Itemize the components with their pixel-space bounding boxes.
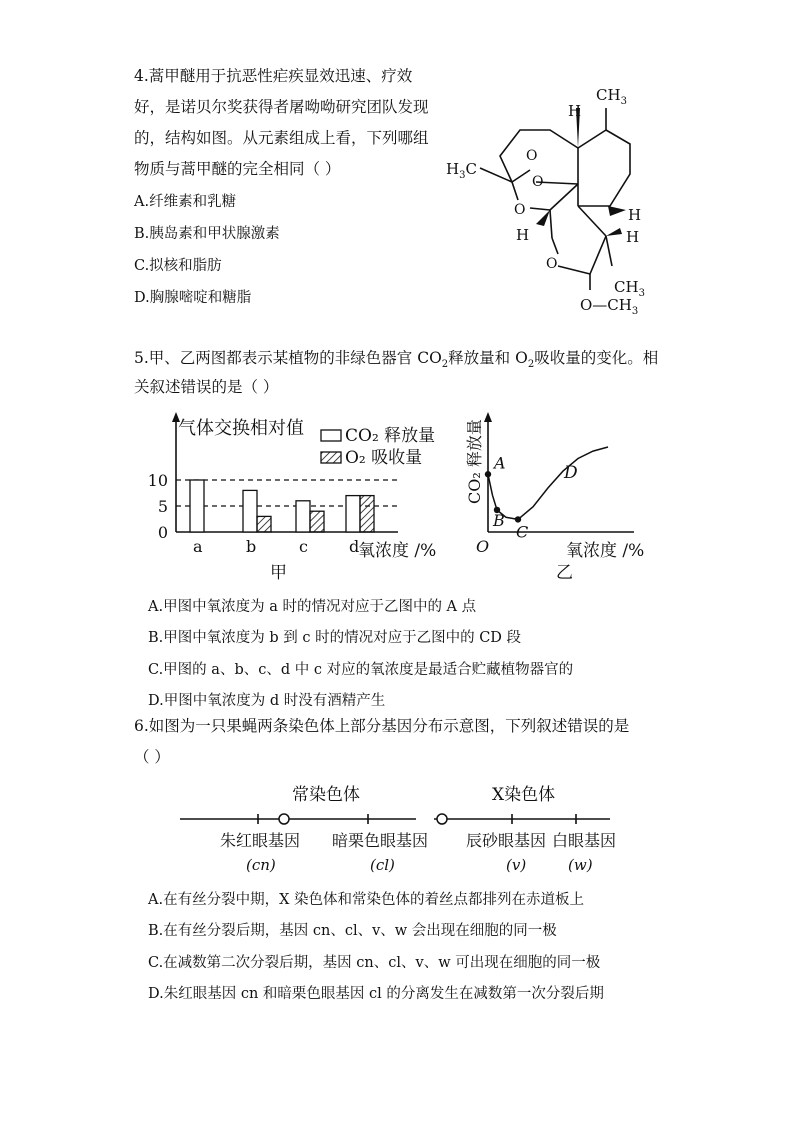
x-axis-label: 氧浓度 /% — [566, 541, 645, 561]
ring-o4-label: O — [546, 256, 558, 272]
q4-option-b: B.胰岛素和甲状腺激素 — [134, 226, 280, 242]
ch3-low-label: $CH_3$ — [614, 278, 645, 299]
q4-option-d: D.胸腺嘧啶和糖脂 — [134, 290, 252, 306]
gene-cn-label: 朱红眼基因 — [220, 831, 301, 850]
bar — [310, 511, 324, 532]
q4-option-a: A.纤维素和乳糖 — [134, 194, 237, 210]
h-right-label: H — [628, 206, 642, 224]
q5-stem-line-1: 5.甲、乙两图都表示某植物的非绿色器官 $CO_2$释放量和 $O_2$吸收量的变化。相 — [134, 349, 659, 371]
y-tick-label: 10 — [147, 471, 168, 490]
legend-label: O₂ 吸收量 — [345, 448, 423, 468]
ring-o3-label: O — [514, 202, 526, 218]
h-right-low-label: H — [626, 228, 640, 246]
h-top-label: H — [568, 102, 582, 120]
q5-stem-line-2: 关叙述错误的是（ ） — [134, 378, 279, 396]
q4-stem-line-4: 物质与蒿甲醚的完全相同（ ） — [134, 160, 341, 178]
y-axis-label: CO₂ 释放量 — [465, 419, 484, 504]
ch3-top-label: $CH_3$ — [596, 86, 627, 107]
q4-stem-line-2: 好，是诺贝尔奖获得者屠呦呦研究团队发现 — [134, 98, 429, 116]
gene-w-symbol: (w) — [568, 856, 593, 874]
y-tick-label: 0 — [157, 523, 168, 542]
gene-v-symbol: (v) — [506, 856, 527, 874]
bar — [360, 496, 374, 532]
artemether-structure — [440, 78, 655, 323]
chart-yi — [458, 408, 658, 583]
x-chromosome-title: X染色体 — [492, 785, 556, 805]
x-tick-label: c — [299, 537, 308, 556]
y-tick-label: 5 — [157, 497, 168, 516]
autosome-title: 常染色体 — [292, 785, 360, 805]
bar — [243, 490, 257, 532]
h-left-low-label: H — [516, 226, 530, 244]
q5-option-c: C.甲图的 a、b、c、d 中 c 对应的氧浓度是最适合贮藏植物器官的 — [148, 662, 574, 678]
chart-caption: 甲 — [270, 563, 287, 583]
och3-label: $O—CH_3$ — [580, 296, 639, 317]
q4-option-c: C.拟核和脂肪 — [134, 258, 222, 274]
curve-label-D: D — [564, 463, 578, 483]
x-tick-label: b — [246, 537, 257, 556]
legend-swatch — [321, 452, 341, 463]
q6-option-c: C.在减数第二次分裂后期，基因 cn、cl、v、w 可出现在细胞的同一极 — [148, 955, 601, 971]
x-tick-label: d — [349, 537, 360, 556]
gene-cl-label: 暗栗色眼基因 — [332, 831, 429, 850]
x-tick-label: a — [193, 537, 203, 556]
origin-label: O — [476, 537, 490, 556]
h3c-label: $H_3C$ — [446, 160, 477, 181]
q6-stem-line-2: （ ） — [134, 748, 170, 766]
q6-option-d: D.朱红眼基因 cn 和暗栗色眼基因 cl 的分离发生在减数第一次分裂后期 — [148, 986, 604, 1002]
chart-title: 气体交换相对值 — [178, 418, 304, 439]
legend-swatch — [321, 430, 341, 441]
q6-option-b: B.在有丝分裂后期，基因 cn、cl、v、w 会出现在细胞的同一极 — [148, 923, 557, 939]
point-label-C: C — [516, 522, 529, 542]
gene-cn-symbol: (cn) — [246, 856, 276, 874]
point-A — [485, 471, 491, 477]
q5-option-a: A.甲图中氧浓度为 a 时的情况对应于乙图中的 A 点 — [148, 599, 477, 615]
peroxide-o2-label: O — [532, 174, 544, 190]
peroxide-o1-label: O — [526, 148, 538, 164]
gene-v-label: 辰砂眼基因 — [466, 831, 547, 850]
bar — [346, 496, 360, 532]
chart-caption: 乙 — [556, 563, 573, 583]
q5-option-d: D.甲图中氧浓度为 d 时没有酒精产生 — [148, 693, 386, 709]
chromosome-diagram — [170, 778, 630, 878]
gene-cl-symbol: (cl) — [370, 856, 395, 874]
legend-label: CO₂ 释放量 — [345, 426, 436, 446]
bar — [190, 480, 204, 532]
point-label-A: A — [494, 453, 506, 473]
q6-stem-line-1: 6.如图为一只果蝇两条染色体上部分基因分布示意图，下列叙述错误的是 — [134, 717, 630, 735]
bar — [257, 516, 271, 532]
q6-option-a: A.在有丝分裂中期，X 染色体和常染色体的着丝点都排列在赤道板上 — [148, 892, 585, 908]
co2-curve — [488, 447, 608, 519]
x-axis-label: 氧浓度 /% — [358, 541, 437, 561]
y-axis-arrow — [484, 412, 492, 422]
q4-stem-line-3: 的，结构如图。从元素组成上看，下列哪组 — [134, 129, 429, 147]
q4-stem-line-1: 4.蒿甲醚用于抗恶性疟疾显效迅速、疗效 — [134, 67, 413, 85]
point-label-B: B — [493, 510, 505, 530]
q5-option-b: B.甲图中氧浓度为 b 到 c 时的情况对应于乙图中的 CD 段 — [148, 630, 522, 646]
autosome-centromere — [279, 814, 289, 824]
x-centromere — [437, 814, 447, 824]
bar — [296, 501, 310, 532]
chart-jia — [140, 408, 460, 583]
gene-w-label: 白眼基因 — [552, 831, 617, 850]
